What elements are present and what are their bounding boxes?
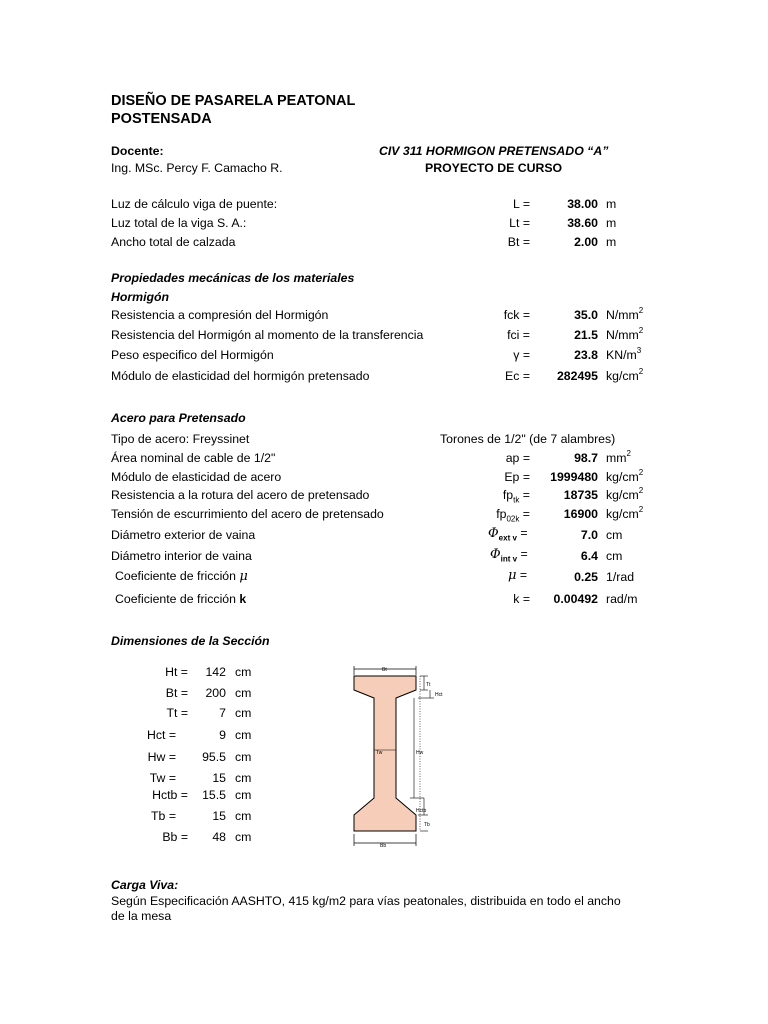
tb-value: 15 xyxy=(212,809,226,823)
mu-unit: 1/rad xyxy=(606,570,635,584)
ep-unit: $kg/cm^2$ xyxy=(606,468,644,484)
duct-ext-symbol: $\Phi_{ext v}$ = xyxy=(488,526,528,543)
tw-figure-label: Tw xyxy=(376,750,383,756)
steel-type-value: Torones de 1/2" (de 7 alambres) xyxy=(440,432,616,446)
hw-value: 95.5 xyxy=(202,750,226,764)
hct-unit: cm xyxy=(235,728,252,742)
span-symbol: L = xyxy=(513,197,530,211)
unit-weight-unit: $KN/m^3$ xyxy=(606,346,642,362)
live-load-line-1: Según Especificación AASHTO, 415 kg/m2 para vías peatonales, distribuida en todo el ancho xyxy=(111,894,621,908)
bt-value: 200 xyxy=(205,686,226,700)
duct-int-value: 6.4 xyxy=(580,549,598,563)
duct-int-symbol: $\Phi_{int v}$ = xyxy=(490,547,528,564)
ec-value: 282495 xyxy=(556,369,598,383)
span-value: 38.00 xyxy=(567,197,598,211)
title-line-2: POSTENSADA xyxy=(111,111,212,127)
duct-ext-unit: cm xyxy=(606,528,623,542)
total-length-unit: m xyxy=(606,216,617,230)
bb-symbol: Bb = xyxy=(162,830,188,844)
ec-label: Módulo de elasticidad del hormigón pretensado xyxy=(111,369,370,383)
ht-value: 142 xyxy=(205,665,226,679)
ep-symbol: Ep = xyxy=(504,470,530,484)
unit-weight-value: 23.8 xyxy=(574,348,598,362)
ap-label: Área nominal de cable de 1/2" xyxy=(111,451,276,465)
ap-unit: $mm^2$ xyxy=(606,449,631,465)
total-length-symbol: Lt = xyxy=(509,216,530,230)
hw-unit: cm xyxy=(235,750,252,764)
fck-value: 35.0 xyxy=(574,308,598,322)
section-figure xyxy=(340,662,450,854)
ht-symbol: Ht = xyxy=(165,665,188,679)
duct-int-label: Diámetro interior de vaina xyxy=(111,549,252,563)
hw-symbol: Hw = xyxy=(147,750,176,764)
hctb-unit: cm xyxy=(235,788,252,802)
duct-ext-value: 7.0 xyxy=(580,528,598,542)
steel-type-label: Tipo de acero: Freyssinet xyxy=(111,432,250,446)
k-value: 0.00492 xyxy=(553,592,598,606)
k-label: Coeficiente de fricción k xyxy=(115,592,247,606)
mu-label: Coeficiente de fricción μ xyxy=(115,569,248,584)
deck-width-unit: m xyxy=(606,235,617,249)
fci-label: Resistencia del Hormigón al momento de la transferencia xyxy=(111,328,424,342)
fck-label: Resistencia a compresión del Hormigón xyxy=(111,308,329,322)
unit-weight-symbol: γ = xyxy=(513,348,530,362)
duct-ext-label: Diámetro exterior de vaina xyxy=(111,528,256,542)
tt-unit: cm xyxy=(235,706,252,720)
ap-value: 98.7 xyxy=(574,451,598,465)
hw-figure-label: Hw xyxy=(416,750,424,756)
deck-width-symbol: Bt = xyxy=(507,235,530,249)
bt-unit: cm xyxy=(235,686,252,700)
deck-width-label: Ancho total de calzada xyxy=(111,235,236,249)
tb-unit: cm xyxy=(235,809,252,823)
fptk-symbol: $fp_{tk}$ = xyxy=(502,488,530,505)
materials-heading: Propiedades mecánicas de los materiales xyxy=(111,271,355,285)
steel-heading: Acero para Pretensado xyxy=(111,411,246,425)
bb-figure-label: Bb xyxy=(380,843,387,849)
mu-label-symbol: μ xyxy=(239,569,248,584)
hctb-symbol: Hctb = xyxy=(152,788,188,802)
span-unit: m xyxy=(606,197,617,211)
docente-name: Ing. MSc. Percy F. Camacho R. xyxy=(111,161,283,175)
ec-unit: $kg/cm^2$ xyxy=(606,367,644,383)
span-label: Luz de cálculo viga de puente: xyxy=(111,197,278,211)
hctb-figure-label: Hctb xyxy=(416,808,427,814)
document-title xyxy=(111,92,355,128)
tt-value: 7 xyxy=(219,706,226,720)
live-load-line-2: de la mesa xyxy=(111,909,172,923)
fci-symbol: fci = xyxy=(507,328,530,342)
bt-figure-label: Bt xyxy=(382,667,387,673)
total-length-label: Luz total de la viga S. A.: xyxy=(111,216,247,230)
i-beam-section xyxy=(354,676,416,831)
bt-symbol: Bt = xyxy=(165,686,188,700)
fp02k-label: Tensión de escurrimiento del acero de pretensado xyxy=(111,507,384,521)
tb-figure-label: Tb xyxy=(424,822,430,828)
fci-unit: $N/mm^2$ xyxy=(606,326,644,342)
tw-value: 15 xyxy=(212,771,226,785)
k-unit: rad/m xyxy=(606,592,638,606)
mu-symbol: μ = xyxy=(508,568,528,583)
project-name: PROYECTO DE CURSO xyxy=(425,161,563,175)
hct-symbol: Hct = xyxy=(146,728,176,742)
fptk-label: Resistencia a la rotura del acero de pretensado xyxy=(111,488,370,502)
fptk-unit: $kg/cm^2$ xyxy=(606,486,644,502)
mu-value: 0.25 xyxy=(574,570,598,584)
section-heading: Dimensiones de la Sección xyxy=(111,634,270,648)
bb-value: 48 xyxy=(212,830,226,844)
fck-symbol: fck = xyxy=(503,308,530,322)
total-length-value: 38.60 xyxy=(567,216,598,230)
title-line-1: DISEÑO DE PASARELA PEATONAL xyxy=(111,93,356,109)
fci-value: 21.5 xyxy=(574,328,598,342)
deck-width-value: 2.00 xyxy=(574,235,598,249)
concrete-heading: Hormigón xyxy=(111,290,170,304)
unit-weight-label: Peso especifico del Hormigón xyxy=(111,348,274,362)
fp02k-symbol: $fp_{02k}$ = xyxy=(496,507,530,524)
course-name: CIV 311 HORMIGON PRETENSADO “A” xyxy=(379,144,609,158)
ep-value: 1999480 xyxy=(550,470,598,484)
tb-symbol: Tb = xyxy=(151,809,176,823)
fp02k-unit: $kg/cm^2$ xyxy=(606,505,644,521)
hct-figure-label: Hct xyxy=(435,692,443,698)
hct-value: 9 xyxy=(219,728,226,742)
tt-symbol: Tt = xyxy=(166,706,188,720)
fptk-value: 18735 xyxy=(563,488,598,502)
hctb-value: 15.5 xyxy=(202,788,226,802)
live-load-heading: Carga Viva: xyxy=(111,878,179,892)
fp02k-value: 16900 xyxy=(563,507,598,521)
ap-symbol: ap = xyxy=(505,451,530,465)
tt-figure-label: Tt xyxy=(426,682,431,688)
bb-unit: cm xyxy=(235,830,252,844)
ht-unit: cm xyxy=(235,665,252,679)
ep-label: Módulo de elasticidad de acero xyxy=(111,470,282,484)
fck-unit: $N/mm^2$ xyxy=(606,306,644,322)
ec-symbol: Ec = xyxy=(505,369,530,383)
docente-label: Docente: xyxy=(111,144,164,158)
duct-int-unit: cm xyxy=(606,549,623,563)
tw-symbol: Tw = xyxy=(149,771,176,785)
tw-unit: cm xyxy=(235,771,252,785)
k-symbol: k = xyxy=(513,592,530,606)
